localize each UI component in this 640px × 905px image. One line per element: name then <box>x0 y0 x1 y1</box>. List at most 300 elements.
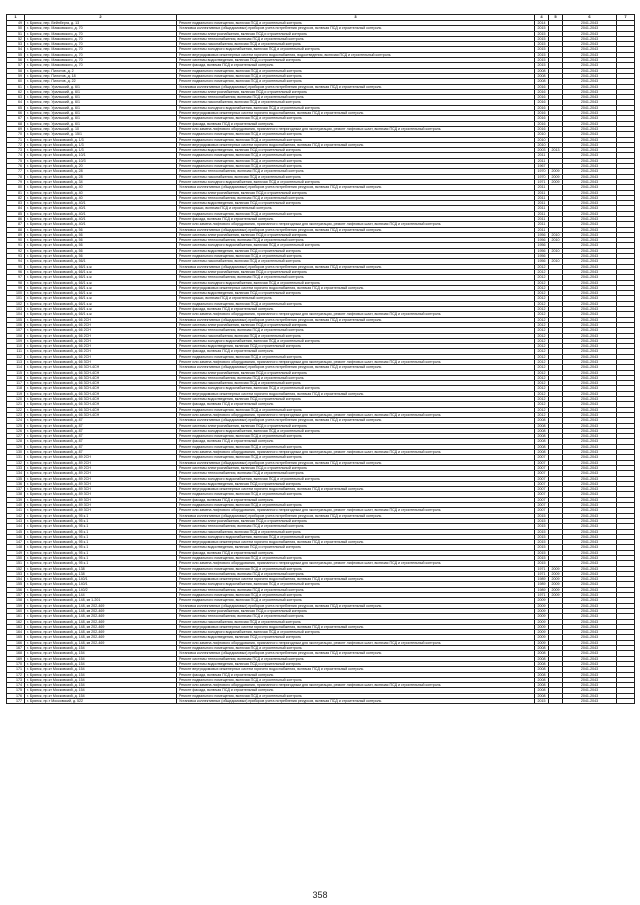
address-cell: г. Брянск, пр-кт Московский, д. 148, кв 202-469 <box>25 624 177 629</box>
row-number-cell: 69 <box>7 126 25 131</box>
address-cell: г. Брянск, пер. Уральский, д. 15/1 <box>25 132 177 137</box>
row-number-cell: 176 <box>7 693 25 698</box>
work-type-cell: Ремонт системы водоотведения, включая ПСД и строительный контроль <box>177 481 535 486</box>
planned-period-cell: 2041-2043 <box>563 397 617 402</box>
row-number-cell: 121 <box>7 402 25 407</box>
planned-period-cell: 2041-2043 <box>563 174 617 179</box>
year-repair-cell: 2009 <box>549 571 563 576</box>
year-built-cell: 2015 <box>535 534 549 539</box>
row-number-cell: 114 <box>7 365 25 370</box>
address-cell: г. Брянск, пер. Уральский, д. 6/1 <box>25 111 177 116</box>
work-type-cell: Ремонт или замена лифтового оборудования, признанного непригодным для эксплуатации, ремонт лифтовых шахт, включая ПСД и строительный контроль <box>177 640 535 645</box>
work-type-cell: Ремонт системы холодного водоснабжения, включая ПСД и строительный контроль <box>177 338 535 343</box>
work-type-cell: Ремонт фасада, включая ПСД и строительный контроль <box>177 497 535 502</box>
planned-period-cell: 2041-2043 <box>563 100 617 105</box>
address-cell: г. Брянск, пр-кт Московский, д. 154 <box>25 667 177 672</box>
work-type-cell: Установка коллективных (общедомовых) приборов учета потребления ресурсов, включая ПСД и строительный контроль <box>177 26 535 31</box>
work-type-cell: Ремонт системы электроснабжения, включая ПСД и строительный контроль <box>177 89 535 94</box>
work-type-cell: Ремонт крыши, включая ПСД и строительный контроль <box>177 206 535 211</box>
planned-period-cell: 2041-2043 <box>563 195 617 200</box>
year-repair-cell: 2010 <box>549 232 563 237</box>
year-built-cell: 2012 <box>535 407 549 412</box>
year-built-cell: 2011 <box>535 211 549 216</box>
year-repair-cell: 2010 <box>549 248 563 253</box>
column-header: 4 <box>535 15 549 21</box>
work-type-cell: Ремонт фасада, включая ПСД и строительный контроль <box>177 439 535 444</box>
work-type-cell: Ремонт внутридомовых инженерных систем горячего водоснабжения, включая ПСД и строительный контроль <box>177 285 535 290</box>
work-type-cell: Ремонт системы теплоснабжения, включая ПСД и строительный контроль <box>177 275 535 280</box>
row-number-cell: 88 <box>7 227 25 232</box>
work-type-cell: Ремонт системы водоотведения, включая ПСД и строительный контроль <box>177 58 535 63</box>
year-built-cell: 2008 <box>535 428 549 433</box>
year-repair-cell: 2009 <box>549 566 563 571</box>
work-type-cell: Ремонт фасада, включая ПСД и строительный контроль <box>177 349 535 354</box>
work-type-cell: Ремонт системы холодного водоснабжения, включая ПСД и строительный контроль <box>177 386 535 391</box>
row-number-cell: 128 <box>7 439 25 444</box>
address-cell: г. Брянск, пр-кт Московский, д. 1/3 <box>25 142 177 147</box>
planned-period-cell: 2041-2043 <box>563 105 617 110</box>
address-cell: г. Брянск, пр-кт Московский, д. 89 3СН <box>25 497 177 502</box>
row-number-cell: 151 <box>7 561 25 566</box>
work-type-cell: Ремонт подвального помещения, включая ПСД и строительный контроль <box>177 164 535 169</box>
address-cell: г. Брянск, пр-кт Московский, д. 66 3СН-4СН <box>25 397 177 402</box>
work-type-cell: Ремонт системы водоотведения, включая ПСД и строительный контроль <box>177 545 535 550</box>
column-header: 5 <box>549 15 563 21</box>
address-cell: г. Брянск, пр-кт Московский, д. 66/1 к.ж <box>25 280 177 285</box>
row-number-cell: 170 <box>7 661 25 666</box>
year-built-cell: 2007 <box>535 460 549 465</box>
address-cell: г. Брянск, пр-кт Московский, д. 154 <box>25 646 177 651</box>
work-type-cell: Ремонт системы водоотведения, включая ПСД и строительный контроль <box>177 248 535 253</box>
year-built-cell: 2012 <box>535 301 549 306</box>
year-built-cell: 2011 <box>535 153 549 158</box>
row-number-cell: 152 <box>7 566 25 571</box>
planned-period-cell: 2041-2043 <box>563 26 617 31</box>
work-type-cell: Ремонт подвального помещения, включая ПСД и строительный контроль <box>177 598 535 603</box>
planned-period-cell: 2041-2043 <box>563 503 617 508</box>
planned-period-cell: 2041-2043 <box>563 370 617 375</box>
address-cell: г. Брянск, пер. Маяковского, д. 70 <box>25 47 177 52</box>
work-type-cell: Ремонт системы холодного водоснабжения, включая ПСД и строительный контроль <box>177 243 535 248</box>
row-number-cell: 71 <box>7 137 25 142</box>
planned-period-cell: 2041-2043 <box>563 360 617 365</box>
row-number-cell: 169 <box>7 656 25 661</box>
work-type-cell: Ремонт системы водоотведения, включая ПСД и строительный контроль <box>177 661 535 666</box>
work-type-cell: Ремонт системы газоснабжения, включая ПСД и строительный контроль <box>177 619 535 624</box>
address-cell: г. Брянск, пр-кт Московский, д. 148, кв 202-469 <box>25 603 177 608</box>
row-number-cell: 86 <box>7 216 25 221</box>
address-cell: г. Брянск, пер. Уральский, д. 10 <box>25 126 177 131</box>
row-number-cell: 116 <box>7 375 25 380</box>
planned-period-cell: 2041-2043 <box>563 111 617 116</box>
address-cell: г. Брянск, пр-кт Московский, д. 154 <box>25 656 177 661</box>
year-built-cell: 2012 <box>535 354 549 359</box>
work-type-cell: Ремонт системы электроснабжения, включая ПСД и строительный контроль <box>177 190 535 195</box>
year-built-cell: 2012 <box>535 375 549 380</box>
address-cell: г. Брянск, пр-кт Московский, д. 56 <box>25 248 177 253</box>
planned-period-cell: 2041-2043 <box>563 582 617 587</box>
planned-period-cell: 2041-2043 <box>563 402 617 407</box>
address-cell: г. Брянск, пр-кт Московский, д. 148, кв 1-201 <box>25 598 177 603</box>
address-cell: г. Брянск, пр-кт Московский, д. 89 2СН <box>25 476 177 481</box>
address-cell: г. Брянск, пр-кт Московский, д. 87 <box>25 439 177 444</box>
work-type-cell: Ремонт системы теплоснабжения, включая ПСД и строительный контроль <box>177 571 535 576</box>
work-type-cell: Ремонт системы газоснабжения, включая ПСД и строительный контроль <box>177 381 535 386</box>
row-number-cell: 134 <box>7 471 25 476</box>
planned-period-cell: 2041-2043 <box>563 317 617 322</box>
work-type-cell: Ремонт системы электроснабжения, включая ПСД и строительный контроль <box>177 322 535 327</box>
column-header: 3 <box>177 15 535 21</box>
work-type-cell: Ремонт подвального помещения, включая ПСД и строительный контроль <box>177 211 535 216</box>
planned-period-cell: 2041-2043 <box>563 232 617 237</box>
work-type-cell: Ремонт системы электроснабжения, включая ПСД и строительный контроль <box>177 232 535 237</box>
year-built-cell: 2011 <box>535 206 549 211</box>
address-cell: г. Брянск, пр-кт Московский, д. 154 <box>25 677 177 682</box>
row-number-cell: 73 <box>7 148 25 153</box>
row-number-cell: 96 <box>7 269 25 274</box>
work-type-cell: Ремонт системы теплоснабжения, включая ПСД и строительный контроль <box>177 328 535 333</box>
row-number-cell: 79 <box>7 179 25 184</box>
address-cell: г. Брянск, пр-кт Московский, д. 56/1 <box>25 259 177 264</box>
planned-period-cell: 2041-2043 <box>563 354 617 359</box>
work-type-cell: Ремонт системы электроснабжения, включая ПСД и строительный контроль <box>177 31 535 36</box>
work-type-cell: Ремонт подвального помещения, включая ПСД и строительный контроль <box>177 68 535 73</box>
year-built-cell: 2008 <box>535 79 549 84</box>
address-cell: г. Брянск, пр-кт Московский, д. 1/3 <box>25 148 177 153</box>
row-number-cell: 150 <box>7 555 25 560</box>
year-built-cell: 2016 <box>535 116 549 121</box>
year-built-cell: 2007 <box>535 455 549 460</box>
row-number-cell: 75 <box>7 158 25 163</box>
column-header: 1 <box>7 15 25 21</box>
planned-period-cell: 2041-2043 <box>563 518 617 523</box>
row-number-cell: 157 <box>7 593 25 598</box>
address-cell: г. Брянск, пр-кт Московский, д. 95 к.1 <box>25 513 177 518</box>
year-built-cell: 2011 <box>535 190 549 195</box>
work-type-cell: Ремонт или замена лифтового оборудования, признанного непригодным для эксплуатации, ремонт лифтовых шахт, включая ПСД и строительный контроль <box>177 683 535 688</box>
year-built-cell: 2007 <box>535 492 549 497</box>
address-cell: г. Брянск, пр-кт Московский, д. 40/1 <box>25 222 177 227</box>
address-cell: г. Брянск, пр-кт Московский, д. 87 <box>25 423 177 428</box>
planned-period-cell: 2041-2043 <box>563 444 617 449</box>
planned-period-cell: 2041-2043 <box>563 476 617 481</box>
address-cell: г. Брянск, пр-кт Московский, д. 148, кв 202-469 <box>25 614 177 619</box>
planned-period-cell: 2041-2043 <box>563 58 617 63</box>
year-repair-cell: 2010 <box>549 259 563 264</box>
work-type-cell: Ремонт подвального помещения, включая ПСД и строительный контроль <box>177 693 535 698</box>
work-type-cell: Ремонт фасада, включая ПСД и строительный контроль <box>177 402 535 407</box>
year-built-cell: 2007 <box>535 503 549 508</box>
year-built-cell: 2015 <box>535 545 549 550</box>
year-built-cell: 2009 <box>535 603 549 608</box>
year-built-cell: 2016 <box>535 84 549 89</box>
address-cell: г. Брянск, пер. Маяковского, д. 70 <box>25 31 177 36</box>
work-type-cell: Ремонт системы водоотведения, включая ПСД и строительный контроль <box>177 201 535 206</box>
row-number-cell: 173 <box>7 677 25 682</box>
planned-period-cell: 2041-2043 <box>563 566 617 571</box>
year-built-cell: 2012 <box>535 360 549 365</box>
address-cell: г. Брянск, пр-кт Московский, д. 28 <box>25 174 177 179</box>
row-number-cell: 55 <box>7 52 25 57</box>
address-cell: г. Брянск, пр-кт Московский, д. 89 3СН <box>25 481 177 486</box>
planned-period-cell: 2041-2043 <box>563 460 617 465</box>
year-built-cell: 2008 <box>535 444 549 449</box>
work-type-cell: Ремонт фасада, включая ПСД и строительный контроль <box>177 688 535 693</box>
work-type-cell: Установка коллективных (общедомовых) приборов учета потребления ресурсов, включая ПСД и строительный контроль <box>177 460 535 465</box>
row-number-cell: 135 <box>7 476 25 481</box>
work-type-cell: Ремонт системы теплоснабжения, включая ПСД и строительный контроль <box>177 169 535 174</box>
planned-period-cell: 2041-2043 <box>563 63 617 68</box>
address-cell: г. Брянск, пр-кт Московский, д. 140/1 <box>25 582 177 587</box>
row-number-cell: 144 <box>7 524 25 529</box>
work-type-cell: Ремонт системы газоснабжения, включая ПСД и строительный контроль <box>177 174 535 179</box>
row-number-cell: 132 <box>7 460 25 465</box>
row-number-cell: 125 <box>7 423 25 428</box>
work-type-cell: Ремонт внутридомовых инженерных систем горячего водоснабжения, включая ПСД и строительный контроль <box>177 391 535 396</box>
planned-period-cell: 2041-2043 <box>563 672 617 677</box>
year-built-cell: 1971 <box>535 571 549 576</box>
row-number-cell: 65 <box>7 105 25 110</box>
year-repair-cell: 2009 <box>549 179 563 184</box>
planned-period-cell: 2041-2043 <box>563 534 617 539</box>
planned-period-cell: 2041-2043 <box>563 598 617 603</box>
address-cell: г. Брянск, пр-кт Московский, д. 40 <box>25 190 177 195</box>
planned-period-cell: 2041-2043 <box>563 545 617 550</box>
address-cell: г. Брянск, пр-кт Московский, д. 66 3СН-4СН <box>25 381 177 386</box>
row-number-cell: 99 <box>7 285 25 290</box>
year-built-cell: 2012 <box>535 285 549 290</box>
planned-period-cell: 2041-2043 <box>563 31 617 36</box>
year-built-cell: 2011 <box>535 216 549 221</box>
row-number-cell: 89 <box>7 232 25 237</box>
address-cell: г. Брянск, пр-кт Московский, д. 10/3 <box>25 158 177 163</box>
address-cell: г. Брянск, пр-кт Московский, д. 95 к.1 <box>25 561 177 566</box>
planned-period-cell: 2041-2043 <box>563 333 617 338</box>
planned-period-cell: 2041-2043 <box>563 561 617 566</box>
address-cell: г. Брянск, пр-кт Московский, д. 10/1 <box>25 153 177 158</box>
row-number-cell: 84 <box>7 206 25 211</box>
address-cell: г. Брянск, пр-кт Московский, д. 89 3СН <box>25 492 177 497</box>
year-built-cell: 2015 <box>535 529 549 534</box>
row-number-cell: 62 <box>7 89 25 94</box>
planned-period-cell: 2041-2043 <box>563 344 617 349</box>
planned-period-cell: 2041-2043 <box>563 137 617 142</box>
address-cell: г. Брянск, пр-кт Московский, д. 89 3СН <box>25 508 177 513</box>
work-type-cell: Ремонт или замена лифтового оборудования, признанного непригодным для эксплуатации, ремонт лифтовых шахт, включая ПСД и строительный контроль <box>177 312 535 317</box>
row-number-cell: 167 <box>7 646 25 651</box>
planned-period-cell: 2041-2043 <box>563 577 617 582</box>
planned-period-cell: 2041-2043 <box>563 142 617 147</box>
work-type-cell: Установка коллективных (общедомовых) приборов учета потребления ресурсов, включая ПСД и строительный контроль <box>177 84 535 89</box>
planned-period-cell: 2041-2043 <box>563 312 617 317</box>
address-cell: г. Брянск, пр-кт Московский, д. 95 к.1 <box>25 524 177 529</box>
address-cell: г. Брянск, пр-кт Московский, д. 87 <box>25 434 177 439</box>
row-number-cell: 82 <box>7 195 25 200</box>
planned-period-cell: 2041-2043 <box>563 248 617 253</box>
row-number-cell: 72 <box>7 142 25 147</box>
year-built-cell: 1971 <box>535 179 549 184</box>
row-number-cell: 108 <box>7 333 25 338</box>
row-number-cell: 83 <box>7 201 25 206</box>
planned-period-cell: 2041-2043 <box>563 179 617 184</box>
year-built-cell: 2016 <box>535 126 549 131</box>
year-built-cell: 2008 <box>535 656 549 661</box>
planned-period-cell: 2041-2043 <box>563 338 617 343</box>
address-cell: г. Брянск, пр-кт Московский, д. 66 3СН-4СН <box>25 370 177 375</box>
row-number-cell: 143 <box>7 518 25 523</box>
year-built-cell: 1989 <box>535 582 549 587</box>
address-cell: г. Брянск, пр-кт Московский, д. 40/1 <box>25 216 177 221</box>
row-number-cell: 100 <box>7 291 25 296</box>
year-built-cell: 2012 <box>535 412 549 417</box>
address-cell: г. Брянск, пер. Вейнберга, д. 13 <box>25 21 177 26</box>
planned-period-cell: 2041-2043 <box>563 322 617 327</box>
address-cell: г. Брянск, пер. Уральский, д. 6/1 <box>25 105 177 110</box>
address-cell: г. Брянск, пр-кт Московский, д. 40 <box>25 185 177 190</box>
year-built-cell: 2016 <box>535 100 549 105</box>
year-built-cell: 1956 <box>535 243 549 248</box>
year-built-cell: 2012 <box>535 333 549 338</box>
address-cell: г. Брянск, пр-кт Московский, д. 148, кв 202-469 <box>25 608 177 613</box>
year-built-cell: 2011 <box>535 158 549 163</box>
address-cell: г. Брянск, пер. Маяковского, д. 70 <box>25 42 177 47</box>
year-repair-cell: 2009 <box>549 577 563 582</box>
year-repair-cell: 2010 <box>549 238 563 243</box>
work-type-cell: Ремонт системы теплоснабжения, включая ПСД и строительный контроль <box>177 95 535 100</box>
row-number-cell: 110 <box>7 344 25 349</box>
row-number-cell: 53 <box>7 42 25 47</box>
work-type-cell: Ремонт или замена лифтового оборудования, признанного непригодным для эксплуатации, ремонт лифтовых шахт, включая ПСД и строительный контроль <box>177 412 535 417</box>
work-type-cell: Ремонт системы теплоснабжения, включая ПСД и строительный контроль <box>177 238 535 243</box>
work-type-cell: Ремонт системы теплоснабжения, включая ПСД и строительный контроль <box>177 375 535 380</box>
planned-period-cell: 2041-2043 <box>563 418 617 423</box>
work-type-cell: Установка коллективных (общедомовых) приборов учета потребления ресурсов, включая ПСД и строительный контроль <box>177 418 535 423</box>
planned-period-cell: 2041-2043 <box>563 243 617 248</box>
row-number-cell: 52 <box>7 36 25 41</box>
row-number-cell: 137 <box>7 487 25 492</box>
work-type-cell: Ремонт подвального помещения, включая ПСД и строительный контроль <box>177 132 535 137</box>
planned-period-cell: 2041-2043 <box>563 651 617 656</box>
work-type-cell: Ремонт подвального помещения, включая ПСД и строительный контроль <box>177 503 535 508</box>
planned-period-cell: 2041-2043 <box>563 524 617 529</box>
row-number-cell: 130 <box>7 450 25 455</box>
address-cell: г. Брянск, пер. Маяковского, д. 70 <box>25 26 177 31</box>
work-type-cell: Установка коллективных (общедомовых) приборов учета потребления ресурсов, включая ПСД и строительный контроль <box>177 317 535 322</box>
year-built-cell: 2009 <box>535 608 549 613</box>
year-built-cell: 2008 <box>535 646 549 651</box>
year-built-cell: 2012 <box>535 264 549 269</box>
row-number-cell: 49 <box>7 21 25 26</box>
planned-period-cell: 2041-2043 <box>563 296 617 301</box>
work-type-cell: Ремонт системы теплоснабжения, включая ПСД и строительный контроль <box>177 195 535 200</box>
address-cell: г. Брянск, пр-кт Московский, д. 34 <box>25 179 177 184</box>
row-number-cell: 175 <box>7 688 25 693</box>
address-cell: г. Брянск, пр-кт Московский, д. 40/1 <box>25 211 177 216</box>
year-built-cell: 2012 <box>535 344 549 349</box>
planned-period-cell: 2041-2043 <box>563 52 617 57</box>
work-type-cell: Ремонт системы холодного водоснабжения, включая ПСД и строительный контроль <box>177 280 535 285</box>
work-type-cell: Ремонт системы холодного водоснабжения, включая ПСД и строительный контроль <box>177 582 535 587</box>
work-type-cell: Установка коллективных (общедомовых) приборов учета потребления ресурсов, включая ПСД и строительный контроль <box>177 185 535 190</box>
row-number-cell: 74 <box>7 153 25 158</box>
planned-period-cell: 2041-2043 <box>563 36 617 41</box>
work-type-cell: Ремонт системы теплоснабжения, включая ПСД и строительный контроль <box>177 587 535 592</box>
planned-period-cell: 2041-2043 <box>563 465 617 470</box>
planned-period-cell: 2041-2043 <box>563 434 617 439</box>
address-cell: г. Брянск, пр-кт Московский, д. 66 3СН-4СН <box>25 412 177 417</box>
year-built-cell: 2015 <box>535 524 549 529</box>
work-type-cell: Ремонт подвального помещения, включая ПСД и строительный контроль <box>177 492 535 497</box>
address-cell: г. Брянск, пр-кт Московский, д. 66/1 к.ж <box>25 264 177 269</box>
work-type-cell: Ремонт системы теплоснабжения, включая ПСД и строительный контроль <box>177 36 535 41</box>
row-number-cell: 129 <box>7 444 25 449</box>
address-cell: г. Брянск, пр-кт Московский, д. 66 2СН <box>25 344 177 349</box>
work-type-cell: Ремонт подвального помещения, включая ПСД и строительный контроль <box>177 566 535 571</box>
year-built-cell: 2015 <box>535 699 549 704</box>
planned-period-cell: 2041-2043 <box>563 492 617 497</box>
work-type-cell: Ремонт системы водоотведения, включая ПСД и строительный контроль <box>177 344 535 349</box>
year-built-cell: 2008 <box>535 661 549 666</box>
planned-period-cell: 2041-2043 <box>563 571 617 576</box>
row-number-cell: 160 <box>7 608 25 613</box>
row-number-cell: 172 <box>7 672 25 677</box>
address-cell: г. Брянск, пр-кт Московский, д. 66/1 к.ж <box>25 307 177 312</box>
work-type-cell: Ремонт подвального помещения, включая ПСД и строительный контроль <box>177 407 535 412</box>
year-built-cell: 2007 <box>535 487 549 492</box>
year-built-cell: 2015 <box>535 550 549 555</box>
address-cell: г. Брянск, пр-кт Московский, д. 66 3СН-4СН <box>25 375 177 380</box>
year-built-cell: 2011 <box>535 201 549 206</box>
work-type-cell: Ремонт внутридомовых инженерных систем горячего водоснабжения, включая ПСД и строительный контроль <box>177 577 535 582</box>
planned-period-cell: 2041-2043 <box>563 201 617 206</box>
address-cell: г. Брянск, пр-кт Московский, д. 40/1 <box>25 206 177 211</box>
year-built-cell: 2008 <box>535 450 549 455</box>
year-built-cell: 2012 <box>535 296 549 301</box>
year-built-cell: 2008 <box>535 688 549 693</box>
row-number-cell: 111 <box>7 349 25 354</box>
address-cell: г. Брянск, пр-кт Московский, д. 87 <box>25 418 177 423</box>
year-built-cell: 2016 <box>535 105 549 110</box>
row-number-cell: 78 <box>7 174 25 179</box>
address-cell: г. Брянск, пр-кт Московский, д. 66/1 к.ж <box>25 291 177 296</box>
work-type-cell: Ремонт системы водоотведения, включая ПСД и строительный контроль <box>177 291 535 296</box>
year-built-cell: 2009 <box>535 630 549 635</box>
year-built-cell: 2011 <box>535 222 549 227</box>
row-number-cell: 115 <box>7 370 25 375</box>
row-number-cell: 98 <box>7 280 25 285</box>
year-built-cell: 2015 <box>535 561 549 566</box>
row-number-cell: 70 <box>7 132 25 137</box>
address-cell: г. Брянск, пр-кт Московский, д. 66/1 к.ж <box>25 312 177 317</box>
work-type-cell: Ремонт системы электроснабжения, включая ПСД и строительный контроль <box>177 608 535 613</box>
year-built-cell: 2015 <box>535 36 549 41</box>
work-type-cell: Ремонт фасада, включая ПСД и строительный контроль <box>177 121 535 126</box>
row-number-cell: 103 <box>7 307 25 312</box>
year-built-cell: 2007 <box>535 497 549 502</box>
row-number-cell: 97 <box>7 275 25 280</box>
work-type-cell: Установка коллективных (общедомовых) приборов учета потребления ресурсов, включая ПСД и строительный контроль <box>177 264 535 269</box>
row-number-cell: 94 <box>7 259 25 264</box>
row-number-cell: 168 <box>7 651 25 656</box>
year-built-cell: 2009 <box>535 614 549 619</box>
work-type-cell: Ремонт внутридомовых инженерных систем горячего водоснабжения, водоотведения, включая ПСД и строительный контроль <box>177 52 535 57</box>
year-built-cell: 2009 <box>535 598 549 603</box>
year-built-cell: 2016 <box>535 95 549 100</box>
address-cell: г. Брянск, пр-кт Московский, д. 66 3СН-4СН <box>25 386 177 391</box>
planned-period-cell: 2041-2043 <box>563 656 617 661</box>
planned-period-cell: 2041-2043 <box>563 89 617 94</box>
row-number-cell: 105 <box>7 317 25 322</box>
